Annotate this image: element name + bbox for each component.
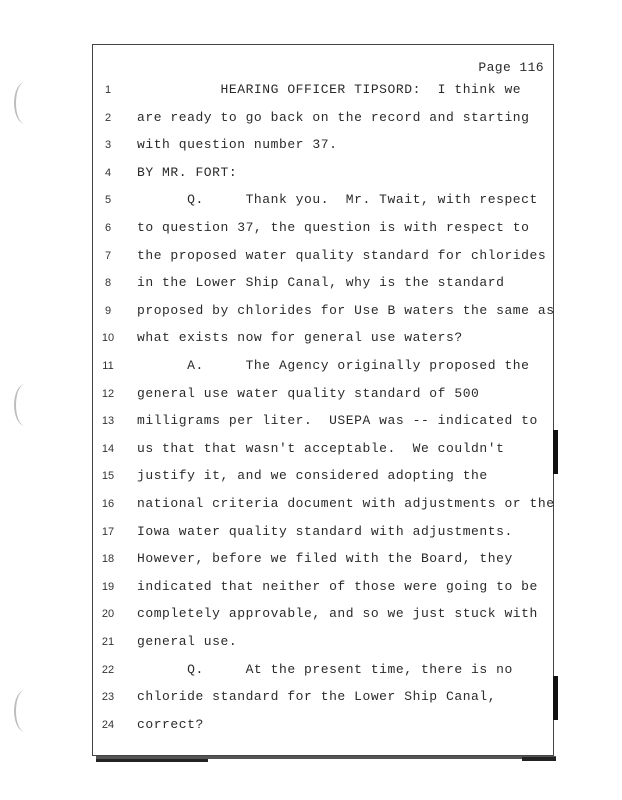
transcript-line — [0, 330, 622, 358]
line-text: justify it, and we considered adopting the — [137, 468, 488, 484]
line-number: 8 — [104, 277, 112, 290]
transcript-line — [0, 413, 622, 441]
line-text: general use. — [137, 634, 238, 649]
line-number: 22 — [101, 663, 115, 676]
line-text: in the Lower Ship Canal, why is the standard — [137, 275, 505, 291]
line-number: 23 — [101, 691, 115, 704]
line-text: general use water quality standard of 500 — [137, 385, 480, 401]
line-number: 2 — [104, 111, 112, 124]
transcript-line — [0, 717, 622, 745]
transcript-line — [0, 662, 622, 690]
line-text: indicated that neither of those were going to be — [137, 578, 538, 594]
line-number: 20 — [101, 608, 115, 621]
line-text: Iowa water quality standard with adjustments. — [137, 523, 513, 539]
transcript-line — [0, 82, 622, 110]
line-text: proposed by chlorides for Use B waters the same as — [137, 302, 555, 318]
line-number: 12 — [101, 387, 115, 400]
line-number: 14 — [101, 442, 115, 455]
transcript-line — [0, 165, 622, 193]
line-number: 21 — [101, 636, 115, 648]
transcript-line — [0, 689, 622, 717]
line-number: 6 — [104, 222, 112, 234]
line-text: us that that wasn't acceptable. We couldn't — [137, 440, 505, 456]
line-number: 18 — [101, 553, 115, 566]
line-number: 4 — [104, 166, 112, 179]
transcript-line — [0, 358, 622, 386]
line-number: 13 — [101, 415, 115, 428]
line-number: 24 — [101, 718, 115, 731]
line-text: to question 37, the question is with respect to — [137, 220, 530, 235]
transcript-line — [0, 110, 622, 138]
line-text: A. The Agency originally proposed the — [137, 358, 530, 373]
transcript-line — [0, 192, 622, 220]
line-text: national criteria document with adjustments or the — [137, 496, 555, 511]
transcript-line — [0, 248, 622, 276]
transcript-line — [0, 220, 622, 248]
line-number: 19 — [101, 580, 115, 593]
line-number: 3 — [104, 139, 112, 152]
line-text: completely approvable, and so we just stuck with — [137, 606, 538, 622]
line-text: what exists now for general use waters? — [137, 330, 463, 346]
transcript-line — [0, 579, 622, 607]
line-text: However, before we filed with the Board, they — [137, 551, 513, 567]
line-number: 10 — [101, 332, 115, 345]
transcript-line — [0, 496, 622, 524]
transcript-line — [0, 468, 622, 496]
line-number: 5 — [104, 194, 112, 207]
line-text: BY MR. FORT: — [137, 164, 238, 180]
line-text: milligrams per liter. USEPA was -- indicated to — [137, 413, 538, 429]
line-text: are ready to go back on the record and starting — [137, 109, 530, 125]
line-text: correct? — [137, 716, 204, 732]
line-number: 11 — [102, 360, 114, 372]
line-text: with question number 37. — [137, 137, 338, 153]
line-text: Q. At the present time, there is no — [137, 661, 513, 677]
line-number: 15 — [101, 470, 115, 483]
transcript-line — [0, 137, 622, 165]
line-number: 9 — [104, 304, 112, 317]
transcript-line — [0, 606, 622, 634]
line-number: 7 — [104, 249, 112, 262]
page-number: Page 116 — [478, 60, 544, 75]
frame-shadow-right — [522, 757, 556, 761]
transcript-line — [0, 386, 622, 414]
transcript-line — [0, 441, 622, 469]
line-number: 17 — [101, 525, 115, 538]
transcript-line — [0, 551, 622, 579]
frame-shadow-left — [96, 759, 208, 762]
line-text: Q. Thank you. Mr. Twait, with respect — [137, 192, 538, 208]
transcript-line — [0, 303, 622, 331]
transcript-line — [0, 524, 622, 552]
line-number: 1 — [104, 84, 112, 96]
line-number: 16 — [101, 498, 115, 510]
transcript-line — [0, 634, 622, 662]
line-text: HEARING OFFICER TIPSORD: I think we — [137, 82, 522, 97]
line-text: the proposed water quality standard for chlorides — [137, 247, 547, 263]
line-text: chloride standard for the Lower Ship Canal, — [137, 689, 497, 705]
transcript-line — [0, 275, 622, 303]
